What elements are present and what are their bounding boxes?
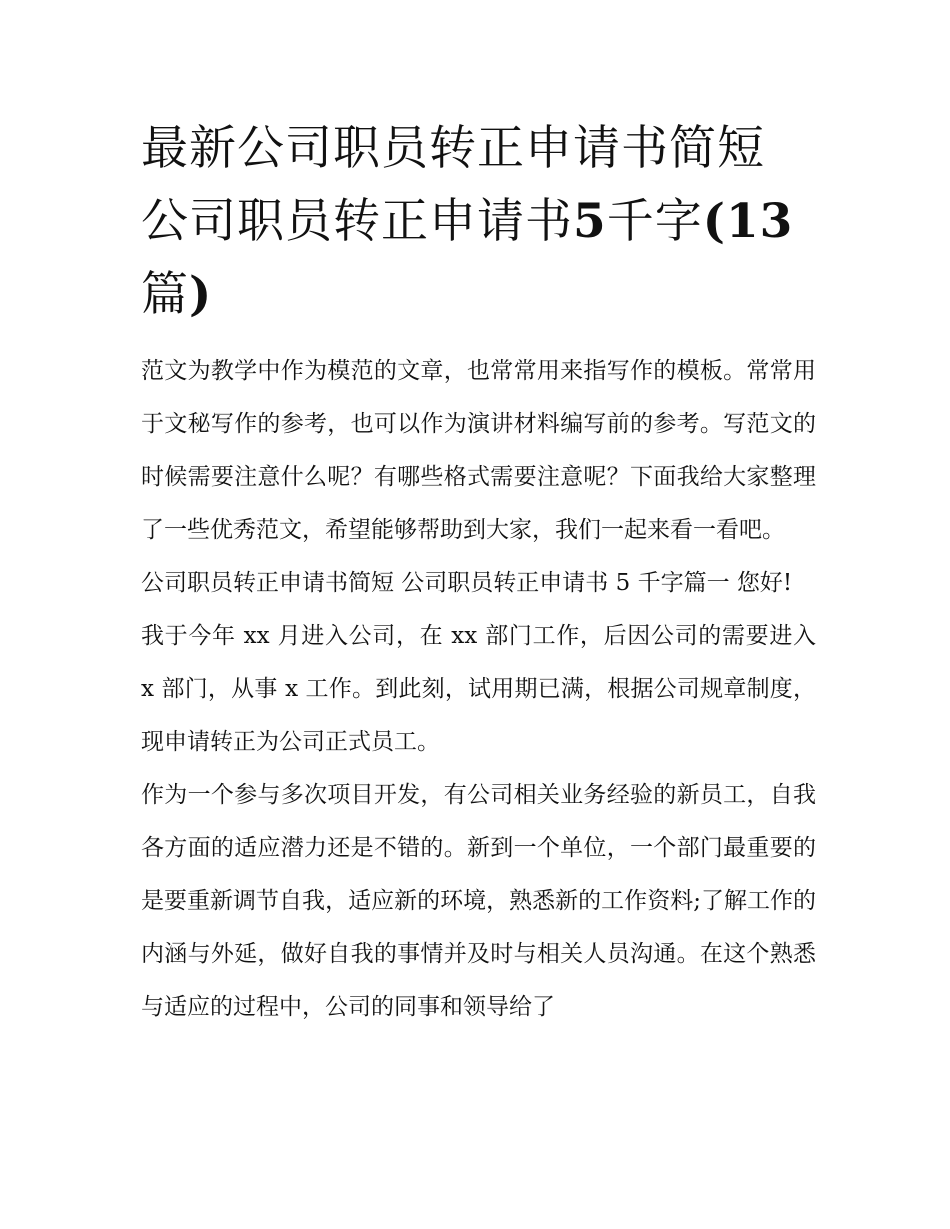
intro-paragraph: 范文为教学中作为模范的文章，也常常用来指写作的模板。常常用于文秘写作的参考，也可以作为演讲材料编写前的参考。写范文的时候需要注意什么呢？有哪些格式需要注意呢？下面我给大家整理了一些优秀范文，希望能够帮助到大家，我们一起来看一看吧。 — [141, 358, 816, 543]
document-title — [141, 112, 816, 331]
title-line-2-text: 公司职员转正申请书 — [141, 194, 573, 249]
document-page — [141, 112, 816, 1034]
body-paragraph: 作为一个参与多次项目开发，有公司相关业务经验的新员工，自我各方面的适应潜力还是不错的。新到一个单位，一个部门最重要的是要重新调节自我，适应新的环境，熟悉新的工作资料;了解工作的内涵与外延，做好自我的事情并及时与相关人员沟通。在这个熟悉与适应的过程中，公司的同事和领导给了 — [141, 782, 816, 1020]
title-line-3-text: 篇 — [141, 267, 189, 322]
section-heading-paragraph: 公司职员转正申请书简短 公司职员转正申请书 5 千字篇一 您好! — [141, 570, 793, 596]
title-close-paren: ) — [189, 267, 213, 322]
body-paragraph: 我于今年 xx 月进入公司，在 xx 部门工作，后因公司的需要进入 x 部门，从事 x 工作。到此刻，试用期已满，根据公司规章制度，现申请转正为公司正式员工。 — [141, 623, 816, 755]
title-count: (13 — [702, 194, 794, 249]
title-number: 5 — [573, 194, 607, 249]
title-line-1: 最新公司职员转正申请书简短 — [141, 121, 765, 176]
title-line-2-suffix: 千字 — [606, 194, 703, 249]
